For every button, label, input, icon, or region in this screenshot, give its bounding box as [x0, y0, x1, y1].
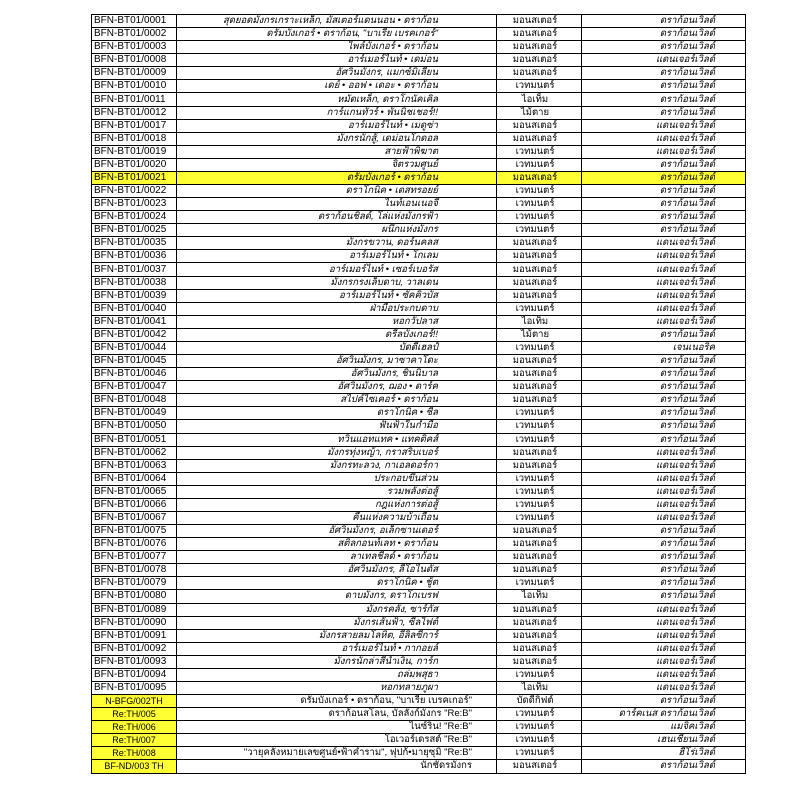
card-name-cell: นักชัดรมังกร	[177, 760, 497, 773]
card-world-cell: ดราก้อนเวิลด์	[582, 171, 746, 184]
card-code-cell: BFN-BT01/0011	[92, 93, 177, 106]
card-name-cell: สายฟ้าพิฆาต	[177, 145, 497, 158]
card-code-cell: BFN-BT01/0025	[92, 224, 177, 237]
table-row	[92, 28, 746, 41]
card-name-cell: ฟันฟ้าในกำมือ	[177, 420, 497, 433]
card-type-cell: เวทมนตร์	[497, 407, 582, 420]
card-type-cell: มอนสเตอร์	[497, 250, 582, 263]
table-row	[92, 577, 746, 590]
card-name-cell: ดรัมบังเกอร์ • ดราก้อน, "บาเรีย เบรคเกอร์"	[177, 695, 497, 708]
card-code-cell: BFN-BT01/0095	[92, 681, 177, 694]
card-type-cell: มอนสเตอร์	[497, 119, 582, 132]
card-name-cell: สุดยอดมังกรเกราะเหล็ก, มัสเตอร์แดนนอน • ดราก้อน	[177, 15, 497, 28]
card-world-cell: ดราก้อนเวิลด์	[582, 106, 746, 119]
card-world-cell: ดราก้อนเวิลด์	[582, 28, 746, 41]
table-row	[92, 341, 746, 354]
table-row	[92, 525, 746, 538]
card-world-cell: แดนเจอร์เวิลด์	[582, 681, 746, 694]
card-world-cell: แดนเจอร์เวิลด์	[582, 485, 746, 498]
card-code-cell: BFN-BT01/0024	[92, 211, 177, 224]
card-type-cell: มอนสเตอร์	[497, 15, 582, 28]
table-row	[92, 67, 746, 80]
card-list-table	[91, 14, 746, 774]
card-code-cell: BFN-BT01/0047	[92, 381, 177, 394]
card-code-cell: BFN-BT01/0037	[92, 263, 177, 276]
card-world-cell: แดนเจอร์เวิลด์	[582, 498, 746, 511]
table-row	[92, 538, 746, 551]
card-name-cell: อัศวินมังกร, ลีโอไนดัส	[177, 564, 497, 577]
card-code-cell: BFN-BT01/0065	[92, 485, 177, 498]
card-world-cell: แดนเจอร์เวิลด์	[582, 315, 746, 328]
card-name-cell: ฝ่ามือประกบดาบ	[177, 302, 497, 315]
card-name-cell: ประกอบขึ้นส่วน	[177, 472, 497, 485]
card-type-cell: มอนสเตอร์	[497, 28, 582, 41]
table-row	[92, 276, 746, 289]
card-code-cell: BFN-BT01/0009	[92, 67, 177, 80]
card-world-cell: ดราก้อนเวิลด์	[582, 381, 746, 394]
card-name-cell: ดราโกนิค • เดสทรอยย์	[177, 185, 497, 198]
table-row	[92, 41, 746, 54]
card-type-cell: มอนสเตอร์	[497, 564, 582, 577]
card-world-cell: แดนเจอร์เวิลด์	[582, 54, 746, 67]
card-code-cell: BFN-BT01/0094	[92, 668, 177, 681]
card-type-cell: เวทมนตร์	[497, 498, 582, 511]
card-world-cell: ดราก้อนเวิลด์	[582, 80, 746, 93]
card-code-cell: BFN-BT01/0039	[92, 289, 177, 302]
card-code-cell: BFN-BT01/0038	[92, 276, 177, 289]
card-name-cell: มังกรกรงเล็บดาบ, วาลเดน	[177, 276, 497, 289]
card-type-cell: มอนสเตอร์	[497, 551, 582, 564]
card-world-cell: ดราก้อนเวิลด์	[582, 538, 746, 551]
card-name-cell: อาร์เมอร์ไนท์ • เซอร์เบอรัส	[177, 263, 497, 276]
card-world-cell: ดราก้อนเวิลด์	[582, 15, 746, 28]
card-type-cell: เวทมนตร์	[497, 80, 582, 93]
card-type-cell: มอนสเตอร์	[497, 538, 582, 551]
card-code-cell: BFN-BT01/0020	[92, 158, 177, 171]
table-row	[92, 655, 746, 668]
table-row	[92, 668, 746, 681]
card-type-cell: เวทมนตร์	[497, 472, 582, 485]
card-world-cell: ดราก้อนเวิลด์	[582, 760, 746, 773]
card-type-cell: ไม้ตาย	[497, 328, 582, 341]
card-world-cell: แดนเจอร์เวิลด์	[582, 655, 746, 668]
card-code-cell: BFN-BT01/0048	[92, 394, 177, 407]
card-world-cell: ดราก้อนเวิลด์	[582, 590, 746, 603]
card-type-cell: มอนสเตอร์	[497, 368, 582, 381]
card-type-cell: เวทมนตร์	[497, 708, 582, 721]
card-type-cell: เวทมนตร์	[497, 145, 582, 158]
card-name-cell: อาร์เมอร์ไนท์ • เมดูซ่า	[177, 119, 497, 132]
card-code-cell: Re:TH/006	[92, 721, 177, 734]
card-name-cell: อัศวินมังกร, ชินนิบาล	[177, 368, 497, 381]
card-code-cell: BFN-BT01/0036	[92, 250, 177, 263]
card-world-cell: ดราก้อนเวิลด์	[582, 577, 746, 590]
card-name-cell: มังกรคลั่ง, ซาร์กัส	[177, 603, 497, 616]
card-code-cell: BFN-BT01/0008	[92, 54, 177, 67]
table-row	[92, 381, 746, 394]
table-row	[92, 237, 746, 250]
card-name-cell: มังกรสายลมโลหิต, อีลิลซีการ์	[177, 629, 497, 642]
card-code-cell: Re:TH/005	[92, 708, 177, 721]
card-world-cell: ดราก้อนเวิลด์	[582, 355, 746, 368]
card-name-cell: อาร์เมอร์ไนท์ • กากอยล์	[177, 642, 497, 655]
table-row	[92, 145, 746, 158]
card-world-cell: ดราก้อนเวิลด์	[582, 407, 746, 420]
card-code-cell: BFN-BT01/0075	[92, 525, 177, 538]
card-code-cell: BFN-BT01/0003	[92, 41, 177, 54]
card-type-cell: มอนสเตอร์	[497, 603, 582, 616]
card-world-cell: เจนเนอริค	[582, 341, 746, 354]
card-type-cell: ไอเท็ม	[497, 93, 582, 106]
table-row	[92, 551, 746, 564]
table-row	[92, 158, 746, 171]
card-world-cell: ดราก้อนเวิลด์	[582, 41, 746, 54]
table-row	[92, 420, 746, 433]
card-code-cell: BFN-BT01/0089	[92, 603, 177, 616]
card-type-cell: เวทมนตร์	[497, 485, 582, 498]
card-type-cell: มอนสเตอร์	[497, 171, 582, 184]
table-row	[92, 224, 746, 237]
card-code-cell: N-BFG/002TH	[92, 695, 177, 708]
card-name-cell: รวมพลังต่อสู้	[177, 485, 497, 498]
table-row	[92, 328, 746, 341]
card-world-cell: เฮนเชี่ยนเวิลด์	[582, 734, 746, 747]
card-name-cell: ลาเทลชีลด์ • ดราก้อน	[177, 551, 497, 564]
table-row	[92, 511, 746, 524]
card-type-cell: มอนสเตอร์	[497, 629, 582, 642]
card-type-cell: มอนสเตอร์	[497, 525, 582, 538]
card-code-cell: BFN-BT01/0080	[92, 590, 177, 603]
table-row	[92, 616, 746, 629]
table-row	[92, 54, 746, 67]
card-code-cell: BFN-BT01/0092	[92, 642, 177, 655]
card-code-cell: BFN-BT01/0091	[92, 629, 177, 642]
card-name-cell: ไนท์เอนเนอจี้	[177, 198, 497, 211]
card-code-cell: BFN-BT01/0042	[92, 328, 177, 341]
card-type-cell: มอนสเตอร์	[497, 760, 582, 773]
card-type-cell: มอนสเตอร์	[497, 289, 582, 302]
table-row	[92, 263, 746, 276]
card-world-cell: ดราก้อนเวิลด์	[582, 67, 746, 80]
card-world-cell: ฮีโร่เวิลด์	[582, 747, 746, 760]
card-type-cell: เวทมนตร์	[497, 721, 582, 734]
card-type-cell: ไอเท็ม	[497, 590, 582, 603]
card-world-cell: ดราก้อนเวิลด์	[582, 93, 746, 106]
table-row	[92, 564, 746, 577]
card-code-cell: BFN-BT01/0090	[92, 616, 177, 629]
card-world-cell: แดนเจอร์เวิลด์	[582, 629, 746, 642]
card-name-cell: การ์แกนทัวร์ • พันนิชเชอร์!!	[177, 106, 497, 119]
card-code-cell: BFN-BT01/0035	[92, 237, 177, 250]
card-type-cell: มอนสเตอร์	[497, 616, 582, 629]
table-row	[92, 315, 746, 328]
card-type-cell: มอนสเตอร์	[497, 642, 582, 655]
card-name-cell: ไพล์บังเกอร์ • ดราก้อน	[177, 41, 497, 54]
card-name-cell: มังกรขวาน, ดอร์นคลส	[177, 237, 497, 250]
card-type-cell: มอนสเตอร์	[497, 355, 582, 368]
card-name-cell: มังกรนักสู้, เดม่อนโกดอล	[177, 132, 497, 145]
table-row	[92, 407, 746, 420]
table-row	[92, 198, 746, 211]
table-row	[92, 747, 746, 760]
card-name-cell: ไนซ์ริน! "Re:B"	[177, 721, 497, 734]
card-world-cell: ดราก้อนเวิลด์	[582, 158, 746, 171]
table-row	[92, 681, 746, 694]
card-type-cell: ไม้ตาย	[497, 106, 582, 119]
table-row	[92, 106, 746, 119]
table-row	[92, 590, 746, 603]
card-type-cell: มอนสเตอร์	[497, 381, 582, 394]
table-row	[92, 15, 746, 28]
card-code-cell: BFN-BT01/0050	[92, 420, 177, 433]
card-list-body	[92, 15, 746, 774]
card-world-cell: ดราก้อนเวิลด์	[582, 394, 746, 407]
card-name-cell: ดรัมบังเกอร์ • ดราก้อน	[177, 171, 497, 184]
card-world-cell: ดราก้อนเวิลด์	[582, 328, 746, 341]
card-type-cell: เวทมนตร์	[497, 433, 582, 446]
card-type-cell: มอนสเตอร์	[497, 655, 582, 668]
card-world-cell: แดนเจอร์เวิลด์	[582, 603, 746, 616]
card-name-cell: โอเวอร์เดรสต์ "Re:B"	[177, 734, 497, 747]
card-name-cell: "วายุคลั่งหมายเลขศูนย์•ฟ้าคำราม", ฟุปก้•มายุซุมิ "Re:B"	[177, 747, 497, 760]
table-row	[92, 459, 746, 472]
table-row	[92, 629, 746, 642]
card-world-cell: แดนเจอร์เวิลด์	[582, 472, 746, 485]
card-code-cell: BFN-BT01/0066	[92, 498, 177, 511]
card-name-cell: อัศวินมังกร, แมกซ์มิเลียน	[177, 67, 497, 80]
card-type-cell: มอนสเตอร์	[497, 276, 582, 289]
card-code-cell: BFN-BT01/0012	[92, 106, 177, 119]
card-world-cell: แดนเจอร์เวิลด์	[582, 668, 746, 681]
card-name-cell: ดาบมังกร, ดราโกเบรฟ	[177, 590, 497, 603]
card-name-cell: มังกรทะลวง, กาเอลดอร์กา	[177, 459, 497, 472]
card-name-cell: อัศวินมังกร, อเล็กซานเดอร์	[177, 525, 497, 538]
card-code-cell: BFN-BT01/0017	[92, 119, 177, 132]
card-name-cell: อาร์เมอร์ไนท์ • เดม่อน	[177, 54, 497, 67]
card-world-cell: ดราก้อนเวิลด์	[582, 433, 746, 446]
table-row	[92, 171, 746, 184]
card-code-cell: BFN-BT01/0077	[92, 551, 177, 564]
card-name-cell: อาร์เมอร์ไนท์ • ซัคคิวบัส	[177, 289, 497, 302]
table-row	[92, 355, 746, 368]
card-code-cell: BFN-BT01/0041	[92, 315, 177, 328]
card-code-cell: BFN-BT01/0078	[92, 564, 177, 577]
card-type-cell: เวทมนตร์	[497, 211, 582, 224]
card-code-cell: BFN-BT01/0049	[92, 407, 177, 420]
card-name-cell: ดราก้อนสโลน, บัลลังก์มังกร "Re:B"	[177, 708, 497, 721]
table-row	[92, 642, 746, 655]
card-code-cell: BFN-BT01/0019	[92, 145, 177, 158]
card-type-cell: เวทมนตร์	[497, 302, 582, 315]
card-code-cell: BFN-BT01/0064	[92, 472, 177, 485]
card-code-cell: BFN-BT01/0021	[92, 171, 177, 184]
card-name-cell: หมัดเหล็ก, ดราโกนัคเคิล	[177, 93, 497, 106]
table-row	[92, 708, 746, 721]
card-type-cell: เวทมนตร์	[497, 420, 582, 433]
card-name-cell: มังกรทุ่งหญ้า, กราสริบเบอร์	[177, 446, 497, 459]
card-code-cell: Re:TH/008	[92, 747, 177, 760]
card-name-cell: อัศวินมังกร, ฌอง • ดาร์ค	[177, 381, 497, 394]
table-row	[92, 433, 746, 446]
card-world-cell: ดราก้อนเวิลด์	[582, 198, 746, 211]
card-type-cell: มอนสเตอร์	[497, 132, 582, 145]
card-name-cell: มังกรนักล่าสีน้ำเงิน, การ์ก	[177, 655, 497, 668]
card-name-cell: หอกทลายภูผา	[177, 681, 497, 694]
card-name-cell: หอกวัปลาส	[177, 315, 497, 328]
card-type-cell: มอนสเตอร์	[497, 394, 582, 407]
card-type-cell: มอนสเตอร์	[497, 263, 582, 276]
card-name-cell: ดราก้อนชิลด์, โล่แห่งมังกรฟ้า	[177, 211, 497, 224]
card-code-cell: Re:TH/007	[92, 734, 177, 747]
card-name-cell: มังกรเส้นฟ้า, ซีลไฟต์	[177, 616, 497, 629]
table-row	[92, 734, 746, 747]
card-type-cell: เวทมนตร์	[497, 668, 582, 681]
card-name-cell: ดราโกนิค • ชู้ต	[177, 577, 497, 590]
card-world-cell: ดาร์คเนส ดราก้อนเวิลด์	[582, 708, 746, 721]
card-code-cell: BFN-BT01/0044	[92, 341, 177, 354]
card-name-cell: อาร์เมอร์ไนท์ • โกเลม	[177, 250, 497, 263]
card-name-cell: คืนแห่งความบ้าเถื่อน	[177, 511, 497, 524]
card-type-cell: เวทมนตร์	[497, 158, 582, 171]
table-row	[92, 498, 746, 511]
card-code-cell: BFN-BT01/0062	[92, 446, 177, 459]
table-row	[92, 289, 746, 302]
card-type-cell: ไอเท็ม	[497, 315, 582, 328]
table-row	[92, 394, 746, 407]
card-code-cell: BFN-BT01/0040	[92, 302, 177, 315]
table-row	[92, 446, 746, 459]
card-world-cell: แดนเจอร์เวิลด์	[582, 132, 746, 145]
card-world-cell: ดราก้อนเวิลด์	[582, 695, 746, 708]
card-world-cell: แดนเจอร์เวิลด์	[582, 237, 746, 250]
card-world-cell: ดราก้อนเวิลด์	[582, 420, 746, 433]
card-code-cell: BFN-BT01/0018	[92, 132, 177, 145]
card-type-cell: บัดดี้กิฟต์	[497, 695, 582, 708]
table-row	[92, 211, 746, 224]
card-code-cell: BFN-BT01/0067	[92, 511, 177, 524]
table-row	[92, 485, 746, 498]
card-code-cell: BFN-BT01/0045	[92, 355, 177, 368]
card-type-cell: มอนสเตอร์	[497, 237, 582, 250]
card-type-cell: เวทมนตร์	[497, 511, 582, 524]
card-type-cell: เวทมนตร์	[497, 734, 582, 747]
card-code-cell: BFN-BT01/0093	[92, 655, 177, 668]
card-world-cell: ดราก้อนเวิลด์	[582, 211, 746, 224]
card-world-cell: แดนเจอร์เวิลด์	[582, 119, 746, 132]
card-code-cell: BFN-BT01/0002	[92, 28, 177, 41]
card-name-cell: จิตรวมศูนย์	[177, 158, 497, 171]
card-world-cell: แดนเจอร์เวิลด์	[582, 446, 746, 459]
card-world-cell: แมจิคเวิลด์	[582, 721, 746, 734]
card-world-cell: แดนเจอร์เวิลด์	[582, 302, 746, 315]
table-row	[92, 185, 746, 198]
card-type-cell: เวทมนตร์	[497, 185, 582, 198]
card-code-cell: BFN-BT01/0001	[92, 15, 177, 28]
card-code-cell: BFN-BT01/0010	[92, 80, 177, 93]
card-world-cell: แดนเจอร์เวิลด์	[582, 276, 746, 289]
card-world-cell: แดนเจอร์เวิลด์	[582, 263, 746, 276]
table-row	[92, 721, 746, 734]
card-name-cell: สไปค์ไซเคอร์ • ดราก้อน	[177, 394, 497, 407]
card-type-cell: มอนสเตอร์	[497, 41, 582, 54]
card-world-cell: ดราก้อนเวิลด์	[582, 224, 746, 237]
table-row	[92, 302, 746, 315]
card-name-cell: ถล่มพสุธา	[177, 668, 497, 681]
card-type-cell: ไอเท็ม	[497, 681, 582, 694]
table-row	[92, 119, 746, 132]
card-world-cell: แดนเจอร์เวิลด์	[582, 145, 746, 158]
card-name-cell: ดรัมบังเกอร์ • ดราก้อน, "บาเรีย เบรคเกอร์"	[177, 28, 497, 41]
card-code-cell: BFN-BT01/0022	[92, 185, 177, 198]
card-code-cell: BF-ND/003 TH	[92, 760, 177, 773]
card-name-cell: เดย์ • ออฟ • เดอะ • ดราก้อน	[177, 80, 497, 93]
card-type-cell: เวทมนตร์	[497, 224, 582, 237]
card-code-cell: BFN-BT01/0076	[92, 538, 177, 551]
card-name-cell: ทวินแอทแทค • แทคติคส์	[177, 433, 497, 446]
card-name-cell: ดรีลบังเกอร์!!	[177, 328, 497, 341]
card-type-cell: เวทมนตร์	[497, 341, 582, 354]
card-name-cell: ผนึกแห่งมังกร	[177, 224, 497, 237]
card-world-cell: ดราก้อนเวิลด์	[582, 551, 746, 564]
card-world-cell: ดราก้อนเวิลด์	[582, 185, 746, 198]
card-name-cell: ดราโกนิค • ชีล	[177, 407, 497, 420]
card-world-cell: แดนเจอร์เวิลด์	[582, 250, 746, 263]
card-code-cell: BFN-BT01/0079	[92, 577, 177, 590]
card-world-cell: แดนเจอร์เวิลด์	[582, 642, 746, 655]
card-code-cell: BFN-BT01/0063	[92, 459, 177, 472]
card-world-cell: ดราก้อนเวิลด์	[582, 564, 746, 577]
card-type-cell: มอนสเตอร์	[497, 446, 582, 459]
card-world-cell: ดราก้อนเวิลด์	[582, 368, 746, 381]
card-type-cell: เวทมนตร์	[497, 577, 582, 590]
card-name-cell: บัดดี้เฮลป์	[177, 341, 497, 354]
card-name-cell: กฎแห่งการต่อสู้	[177, 498, 497, 511]
card-type-cell: เวทมนตร์	[497, 198, 582, 211]
card-code-cell: BFN-BT01/0023	[92, 198, 177, 211]
table-row	[92, 603, 746, 616]
table-row	[92, 80, 746, 93]
card-world-cell: แดนเจอร์เวิลด์	[582, 459, 746, 472]
card-list-sheet	[91, 14, 746, 774]
table-row	[92, 760, 746, 773]
card-type-cell: มอนสเตอร์	[497, 54, 582, 67]
card-code-cell: BFN-BT01/0051	[92, 433, 177, 446]
card-name-cell: สติลกอนท์เลท • ดราก้อน	[177, 538, 497, 551]
card-type-cell: มอนสเตอร์	[497, 67, 582, 80]
table-row	[92, 250, 746, 263]
table-row	[92, 93, 746, 106]
card-world-cell: แดนเจอร์เวิลด์	[582, 616, 746, 629]
card-world-cell: ดราก้อนเวิลด์	[582, 525, 746, 538]
card-code-cell: BFN-BT01/0046	[92, 368, 177, 381]
card-type-cell: เวทมนตร์	[497, 747, 582, 760]
table-row	[92, 472, 746, 485]
table-row	[92, 368, 746, 381]
table-row	[92, 695, 746, 708]
card-world-cell: แดนเจอร์เวิลด์	[582, 511, 746, 524]
card-type-cell: มอนสเตอร์	[497, 459, 582, 472]
card-name-cell: อัศวินมังกร, มาซาคาโดะ	[177, 355, 497, 368]
table-row	[92, 132, 746, 145]
card-world-cell: แดนเจอร์เวิลด์	[582, 289, 746, 302]
